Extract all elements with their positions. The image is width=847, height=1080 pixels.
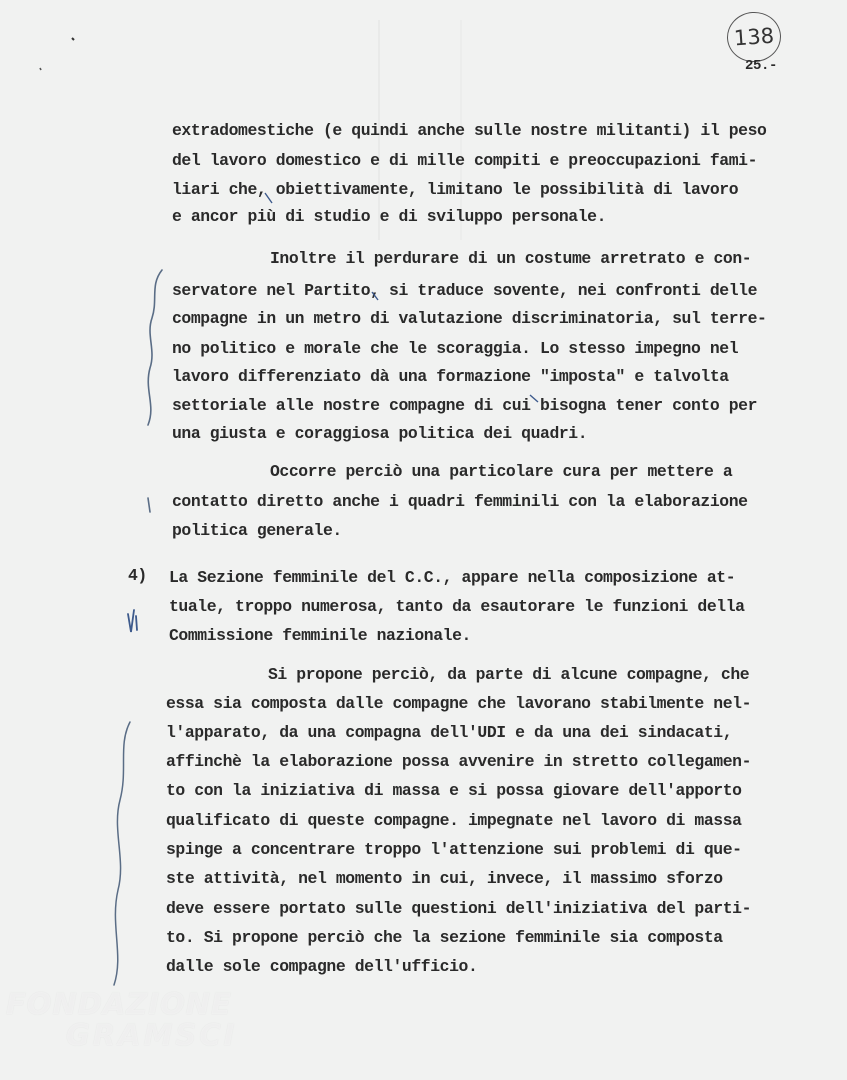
text-line: no politico e morale che le scoraggia. Lo stesso impegno nel [172, 339, 739, 358]
text-line: dalle sole compagne dell'ufficio. [166, 957, 478, 976]
typed-page-number: 25.- [745, 58, 778, 74]
text-line: contatto diretto anche i quadri femminili con la elaborazione [172, 492, 748, 511]
text-line: Occorre perciò una particolare cura per mettere a [270, 462, 733, 481]
pencil-underline-mark [530, 395, 538, 402]
text-line: una giusta e coraggiosa politica dei quadri. [172, 424, 588, 443]
text-line: e ancor più di studio e di sviluppo personale. [172, 207, 607, 226]
text-line: settoriale alle nostre compagne di cui bisogna tener conto per [172, 396, 758, 415]
text-line: qualificato di queste compagne. impegnate nel lavoro di massa [166, 811, 742, 830]
text-line: extradomestiche (e quindi anche sulle nostre militanti) il peso [172, 121, 767, 140]
text-line: to con la iniziativa di massa e si possa giovare dell'apporto [166, 781, 742, 800]
margin-double-tick-mark [128, 610, 137, 632]
text-line: La Sezione femminile del C.C., appare nella composizione at- [169, 568, 736, 587]
text-line: deve essere portato sulle questioni dell'iniziativa del parti- [166, 899, 752, 918]
text-line: spinge a concentrare troppo l'attenzione sui problemi di que- [166, 840, 742, 859]
text-line: l'apparato, da una compagna dell'UDI e da una dei sindacati, [166, 723, 733, 742]
archive-watermark [6, 987, 238, 1052]
text-line: politica generale. [172, 521, 342, 540]
pencil-check-mark [265, 193, 272, 203]
stamp-number: 138 [733, 23, 775, 51]
text-line: liari che, obiettivamente, limitano le possibilità di lavoro [172, 180, 739, 199]
text-line: Si propone perciò, da parte di alcune compagne, che [268, 665, 750, 684]
text-line: ste attività, nel momento in cui, invece, il massimo sforzo [166, 869, 723, 888]
pencil-check-mark [372, 292, 378, 300]
text-line: del lavoro domestico e di mille compiti e preoccupazioni fami- [172, 151, 758, 170]
text-line: lavoro differenziato dà una formazione "imposta" e talvolta [172, 367, 729, 386]
stray-dot-mark [72, 38, 74, 40]
watermark-line-2: GRAMSCI [66, 1018, 238, 1052]
watermark-line-1: FONDAZIONE [6, 987, 232, 1021]
text-line: essa sia composta dalle compagne che lavorano stabilmente nel- [166, 694, 752, 713]
stray-dot-mark [40, 68, 41, 70]
margin-tick-mark [148, 498, 150, 512]
text-line: compagne in un metro di valutazione discriminatoria, sul terre- [172, 309, 767, 328]
text-line: servatore nel Partito, si traduce sovente, nei confronti delle [172, 281, 758, 300]
item-number: 4) [128, 566, 147, 585]
text-line: to. Si propone perciò che la sezione femminile sia composta [166, 928, 723, 947]
margin-bracket-mark [114, 722, 130, 985]
text-line: affinchè la elaborazione possa avvenire in stretto collegamen- [166, 752, 752, 771]
text-line: Inoltre il perdurare di un costume arretrato e con- [270, 249, 752, 268]
text-line: tuale, troppo numerosa, tanto da esautorare le funzioni della [169, 597, 745, 616]
text-line: Commissione femminile nazionale. [169, 626, 471, 645]
margin-bracket-mark [148, 270, 162, 425]
